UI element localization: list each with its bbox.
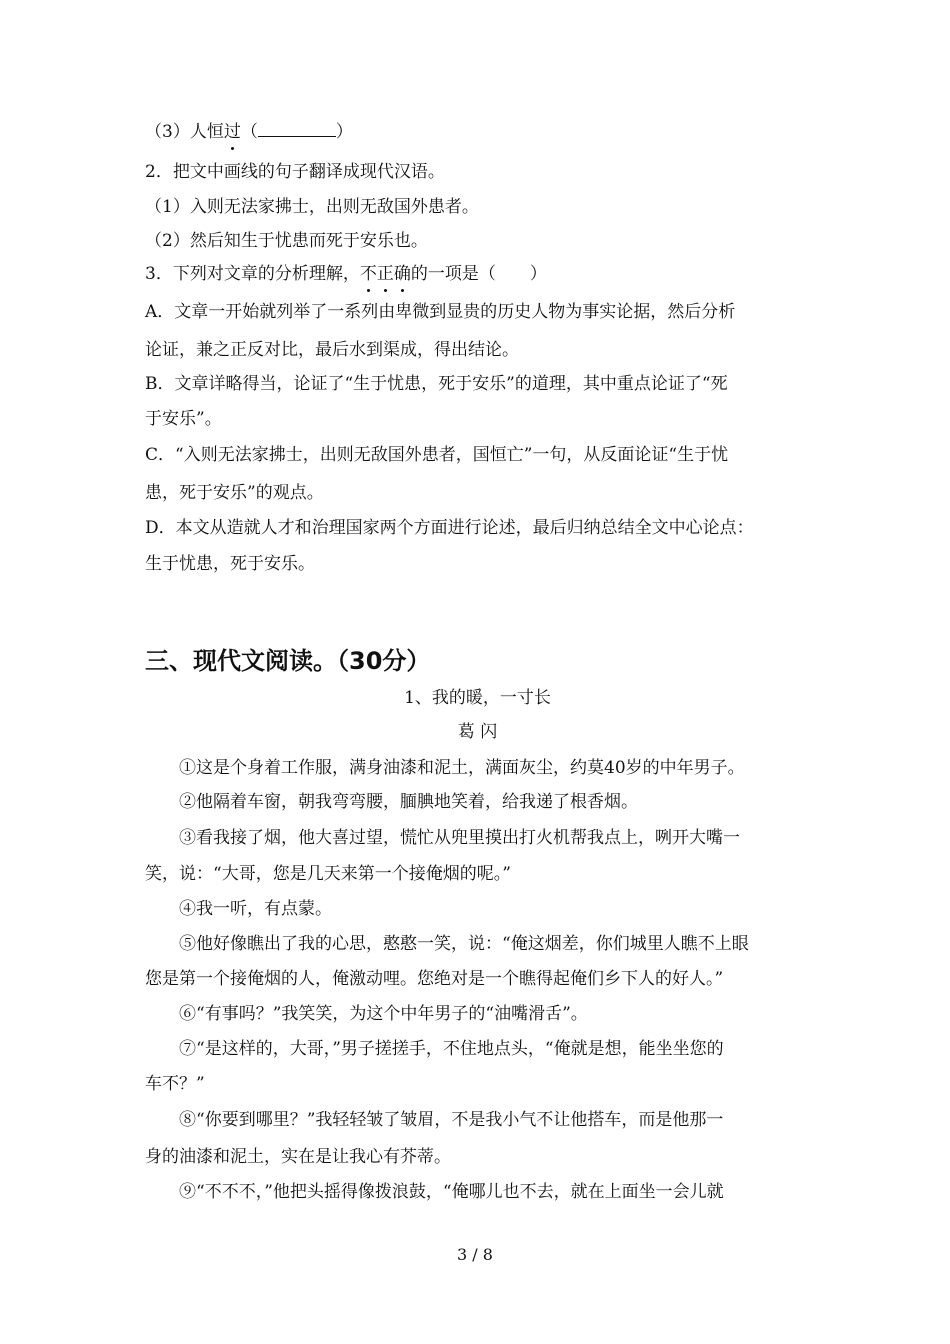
article-title: 1、我的暖，一寸长 bbox=[404, 688, 551, 708]
section-3-heading: 三、现代文阅读。（30分） bbox=[145, 647, 431, 675]
option-c-line-1: C．“入则无法家拂士，出则无敌国外患者，国恒亡”一句，从反面论证“生于忧 bbox=[145, 445, 729, 465]
emphasis-dot-char: 确 bbox=[393, 264, 411, 284]
paragraph-9-line-1: ⑨“不不不，”他把头摇得像拨浪鼓，“俺哪儿也不去，就在上面坐一会儿就 bbox=[179, 1182, 724, 1202]
article-author: 葛 闪 bbox=[457, 722, 498, 742]
page-number: 3 / 8 bbox=[457, 1245, 493, 1264]
option-c-line-2: 患，死于安乐”的观点。 bbox=[145, 483, 324, 503]
paragraph-4: ④我一听，有点蒙。 bbox=[179, 899, 332, 919]
option-d-line-1: D．本文从造就人才和治理国家两个方面进行论述，最后归纳总结全文中心论点： bbox=[145, 518, 754, 538]
option-a-line-1: A．文章一开始就列举了一系列由卑微到显贵的历史人物为事实论据，然后分析 bbox=[145, 302, 736, 322]
question-1-3: （3）人恒过（ ） bbox=[145, 122, 353, 142]
emphasis-dot-char: 正 bbox=[376, 264, 394, 284]
paragraph-3-line-2: 笑，说：“大哥，您是几天来第一个接俺烟的呢。” bbox=[145, 864, 511, 884]
paragraph-7-line-1: ⑦“是这样的，大哥，”男子搓搓手，不住地点头，“俺就是想，能坐坐您的 bbox=[179, 1039, 724, 1059]
option-d-line-2: 生于忧患，死于安乐。 bbox=[145, 554, 315, 574]
option-b-line-1: B．文章详略得当，论证了“生于忧患，死于安乐”的道理，其中重点论证了“死 bbox=[145, 374, 728, 394]
emphasis-dot-char: 过 bbox=[223, 122, 241, 142]
paragraph-8-line-1: ⑧“你要到哪里？”我轻轻皱了皱眉，不是我小气不让他搭车，而是他那一 bbox=[179, 1110, 724, 1130]
option-b-line-2: 于安乐”。 bbox=[145, 409, 222, 429]
paragraph-2: ②他隔着车窗，朝我弯弯腰，腼腆地笑着，给我递了根香烟。 bbox=[179, 792, 638, 812]
emphasis-dot-char: 不 bbox=[359, 264, 377, 284]
paragraph-7-line-2: 车不？” bbox=[145, 1074, 205, 1094]
question-2-sentence-1: （1）入则无法家拂士，出则无敌国外患者。 bbox=[145, 197, 479, 217]
answer-blank[interactable] bbox=[258, 120, 336, 137]
question-2-sentence-2: （2）然后知生于忧患而死于安乐也。 bbox=[145, 231, 428, 251]
paragraph-6: ⑥“有事吗？”我笑笑，为这个中年男子的“油嘴滑舌”。 bbox=[179, 1004, 588, 1024]
question-2-title: 2．把文中画线的句子翻译成现代汉语。 bbox=[145, 162, 445, 182]
option-a-line-2: 论证，兼之正反对比，最后水到渠成，得出结论。 bbox=[145, 340, 519, 360]
paragraph-1: ①这是个身着工作服，满身油漆和泥土，满面灰尘，约莫40岁的中年男子。 bbox=[179, 758, 745, 778]
question-3-stem: 3．下列对文章的分析理解，不正确的一项是（ ） bbox=[145, 264, 547, 284]
paragraph-8-line-2: 身的油漆和泥土，实在是让我心有芥蒂。 bbox=[145, 1147, 451, 1167]
paragraph-5-line-1: ⑤他好像瞧出了我的心思，憨憨一笑，说：“俺这烟差，你们城里人瞧不上眼 bbox=[179, 934, 749, 954]
paragraph-3-line-1: ③看我接了烟，他大喜过望，慌忙从兜里摸出打火机帮我点上，咧开大嘴一 bbox=[179, 828, 740, 848]
paragraph-5-line-2: 您是第一个接俺烟的人，俺激动哩。您绝对是一个瞧得起俺们乡下人的好人。” bbox=[145, 969, 724, 989]
